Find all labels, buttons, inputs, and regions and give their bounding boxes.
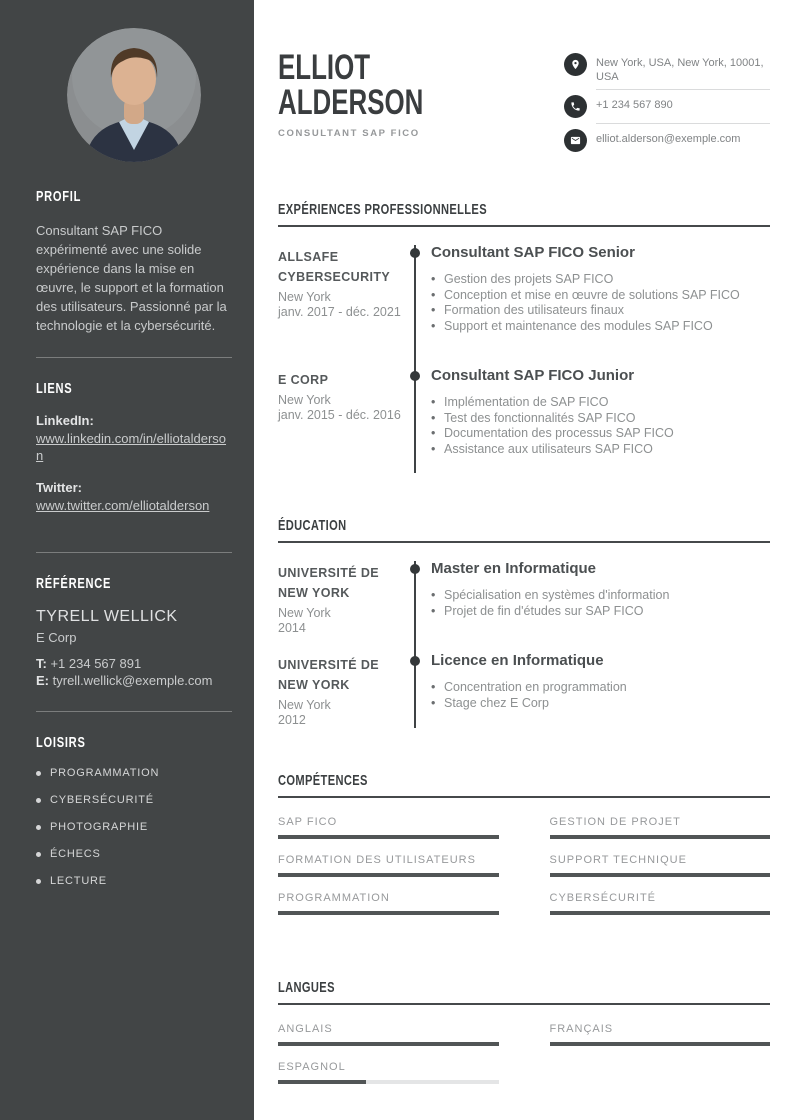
- language-bar-fill: [278, 1080, 366, 1084]
- entry-meta: [278, 368, 414, 473]
- skill-item: [550, 854, 771, 877]
- contact-row-location: [564, 48, 770, 89]
- contact-block: [564, 44, 770, 157]
- link-item-linkedin: [36, 413, 232, 464]
- education-heading: [278, 517, 770, 534]
- role-bullets: [431, 395, 770, 457]
- first-name: [278, 50, 474, 85]
- sidebar-divider: [36, 552, 232, 553]
- experience-heading-label: EXPÉRIENCES PROFESSIONNELLES: [278, 201, 487, 218]
- loisir-label: ÉCHECS: [50, 848, 101, 860]
- entry-meta: [278, 653, 414, 728]
- language-bar-track: [550, 1042, 771, 1046]
- timeline-dot-icon: [410, 248, 420, 258]
- entry-location: New York: [278, 698, 331, 712]
- education-entry: [278, 653, 770, 728]
- skill-label: FORMATION DES UTILISATEURS: [278, 854, 476, 866]
- skill-label: SAP FICO: [278, 816, 338, 828]
- company-name: E CORP: [278, 373, 329, 387]
- degree-title: Master en Informatique: [431, 560, 597, 577]
- skill-label: PROGRAMMATION: [278, 892, 390, 904]
- list-item: [36, 821, 232, 833]
- language-item: [278, 1023, 499, 1046]
- list-item: • Concentration en programmation: [431, 680, 770, 696]
- bullet-icon: [36, 879, 41, 884]
- role-title: Consultant SAP FICO Senior: [431, 244, 635, 261]
- loisir-label: PHOTOGRAPHIE: [50, 821, 149, 833]
- linkedin-label: LinkedIn:: [36, 413, 94, 428]
- skill-label: SUPPORT TECHNIQUE: [549, 854, 687, 866]
- entry-dates: 2014: [278, 621, 306, 635]
- section-competences: [278, 772, 770, 915]
- languages-grid: [278, 1023, 770, 1084]
- main-column: [254, 0, 794, 1120]
- link-item-twitter: [36, 480, 232, 514]
- language-label: ESPAGNOL: [278, 1061, 346, 1073]
- language-bar-fill: [278, 1042, 499, 1046]
- skill-bar-fill: [550, 873, 771, 877]
- sidebar-section-reference: [36, 575, 232, 711]
- section-rule: [278, 225, 770, 227]
- language-bar-track: [278, 1042, 499, 1046]
- skill-bar-fill: [278, 911, 499, 915]
- list-item: • Test des fonctionnalités SAP FICO: [431, 411, 770, 427]
- language-bar-fill: [550, 1042, 771, 1046]
- loisir-label: CYBERSÉCURITÉ: [50, 794, 154, 806]
- list-item: [36, 794, 232, 806]
- skill-bar-track: [278, 911, 499, 915]
- last-name-label: ALDERSON: [278, 83, 424, 122]
- reference-phone: +1 234 567 891: [50, 656, 142, 671]
- section-rule: [278, 796, 770, 798]
- education-entry: [278, 561, 770, 653]
- language-label: ANGLAIS: [278, 1023, 333, 1035]
- reference-email: tyrell.wellick@exemple.com: [52, 673, 213, 688]
- list-item: • Gestion des projets SAP FICO: [431, 272, 770, 288]
- list-item: • Projet de fin d'études sur SAP FICO: [431, 604, 770, 620]
- list-item: • Conception et mise en œuvre de solutions SAP FICO: [431, 288, 770, 304]
- experience-heading: [278, 201, 770, 218]
- list-item: • Documentation des processus SAP FICO: [431, 426, 770, 442]
- reference-company: E Corp: [36, 630, 77, 645]
- skill-label: GESTION DE PROJET: [549, 816, 681, 828]
- role-bullets: [431, 272, 770, 334]
- language-bar-track: [278, 1080, 499, 1084]
- loisirs-heading-label: LOISIRS: [36, 734, 86, 751]
- sidebar-section-loisirs: [36, 734, 232, 924]
- section-langues: [278, 979, 770, 1084]
- competences-heading: [278, 772, 770, 789]
- entry-dates: janv. 2015 - déc. 2016: [278, 408, 401, 422]
- entry-detail: [414, 561, 770, 653]
- list-item: • Stage chez E Corp: [431, 696, 770, 712]
- header: [278, 44, 770, 157]
- school-name: UNIVERSITÉ DE NEW YORK: [278, 658, 380, 692]
- langues-heading-label: LANGUES: [278, 979, 335, 996]
- loisirs-list: [36, 767, 232, 887]
- entry-location: New York: [278, 290, 331, 304]
- reference-heading: [36, 575, 232, 592]
- list-item: • Assistance aux utilisateurs SAP FICO: [431, 442, 770, 458]
- skill-bar-track: [550, 911, 771, 915]
- sidebar-section-profil: [36, 188, 232, 357]
- langues-heading: [278, 979, 770, 996]
- sidebar-divider: [36, 357, 232, 358]
- section-education: [278, 517, 770, 728]
- list-item: • Support et maintenance des modules SAP FICO: [431, 319, 770, 335]
- company-name: ALLSAFE CYBERSECURITY: [278, 250, 391, 284]
- school-name: UNIVERSITÉ DE NEW YORK: [278, 566, 380, 600]
- entry-location: New York: [278, 393, 331, 407]
- skill-item: [278, 854, 499, 877]
- reference-email-row: [36, 672, 232, 689]
- skill-bar-track: [278, 835, 499, 839]
- skill-bar-fill: [550, 835, 771, 839]
- contact-phone-text: +1 234 567 890: [596, 99, 673, 111]
- twitter-label: Twitter:: [36, 480, 82, 495]
- timeline-dot-icon: [410, 656, 420, 666]
- degree-bullets: [431, 680, 770, 711]
- entry-meta: [278, 561, 414, 653]
- entry-detail: [414, 245, 770, 368]
- job-title: CONSULTANT SAP FICO: [278, 128, 420, 139]
- skill-item: [278, 892, 499, 915]
- loisir-label: PROGRAMMATION: [50, 767, 160, 779]
- list-item: • Spécialisation en systèmes d'information: [431, 588, 770, 604]
- reference-phone-label: T:: [36, 656, 47, 671]
- experience-entry: [278, 368, 770, 473]
- entry-meta: [278, 245, 414, 368]
- avatar: [67, 28, 201, 162]
- list-item: • Formation des utilisateurs finaux: [431, 303, 770, 319]
- contact-row-phone: [564, 90, 770, 123]
- contact-location-text: New York, USA, New York, 10001, USA: [596, 57, 764, 83]
- sidebar-divider: [36, 711, 232, 712]
- sidebar-section-liens: [36, 380, 232, 552]
- skill-bar-track: [550, 835, 771, 839]
- list-item: • Implémentation de SAP FICO: [431, 395, 770, 411]
- contact-email-text: elliot.alderson@exemple.com: [596, 133, 741, 145]
- loisirs-heading: [36, 734, 232, 751]
- experience-entry: [278, 245, 770, 368]
- language-label: FRANÇAIS: [549, 1023, 614, 1035]
- name-block: [278, 44, 474, 157]
- entry-dates: 2012: [278, 713, 306, 727]
- language-item: [278, 1061, 499, 1084]
- first-name-label: ELLIOT: [278, 48, 371, 87]
- profil-heading: [36, 188, 232, 205]
- section-rule: [278, 541, 770, 543]
- entry-detail: [414, 653, 770, 728]
- linkedin-link[interactable]: www.linkedin.com/in/elliotalderson: [36, 431, 227, 463]
- reference-email-label: E:: [36, 673, 49, 688]
- competences-heading-label: COMPÉTENCES: [278, 772, 368, 789]
- email-icon: [564, 129, 587, 152]
- contact-row-email: [564, 124, 770, 157]
- liens-heading: [36, 380, 232, 397]
- skill-bar-track: [278, 873, 499, 877]
- bullet-icon: [36, 771, 41, 776]
- degree-title: Licence en Informatique: [431, 652, 604, 669]
- profil-text: Consultant SAP FICO expérimenté avec une solide expérience dans la mise en œuvre, le support et la formation des utilisateurs. Passionné par la technologie et la cybersécurité.: [36, 223, 227, 333]
- skill-bar-fill: [550, 911, 771, 915]
- skill-bar-track: [550, 873, 771, 877]
- timeline-dot-icon: [410, 371, 420, 381]
- role-title: Consultant SAP FICO Junior: [431, 367, 635, 384]
- loisir-label: LECTURE: [50, 875, 107, 887]
- last-name: [278, 85, 474, 120]
- skill-item: [550, 892, 771, 915]
- timeline-dot-icon: [410, 564, 420, 574]
- education-heading-label: ÉDUCATION: [278, 517, 347, 534]
- reference-name: TYRELL WELLICK: [36, 608, 178, 625]
- list-item: [36, 767, 232, 779]
- degree-bullets: [431, 588, 770, 619]
- entry-dates: janv. 2017 - déc. 2021: [278, 305, 401, 319]
- avatar-photo-illustration: [67, 28, 201, 162]
- bullet-icon: [36, 798, 41, 803]
- skill-item: [550, 816, 771, 839]
- sidebar: [0, 0, 254, 1120]
- liens-heading-label: LIENS: [36, 380, 73, 397]
- bullet-icon: [36, 825, 41, 830]
- twitter-link[interactable]: www.twitter.com/elliotalderson: [36, 498, 210, 513]
- entry-detail: [414, 368, 770, 473]
- skill-bar-fill: [278, 835, 499, 839]
- language-item: [550, 1023, 771, 1046]
- profil-heading-label: PROFIL: [36, 188, 82, 205]
- skill-item: [278, 816, 499, 839]
- reference-heading-label: RÉFÉRENCE: [36, 575, 112, 592]
- skill-bar-fill: [278, 873, 499, 877]
- bullet-icon: [36, 852, 41, 857]
- section-rule: [278, 1003, 770, 1005]
- reference-phone-row: [36, 655, 232, 672]
- location-icon: [564, 53, 587, 76]
- section-experience: [278, 201, 770, 473]
- list-item: [36, 848, 232, 860]
- skill-label: CYBERSÉCURITÉ: [549, 892, 657, 904]
- list-item: [36, 875, 232, 887]
- skills-grid: [278, 816, 770, 915]
- entry-location: New York: [278, 606, 331, 620]
- phone-icon: [564, 95, 587, 118]
